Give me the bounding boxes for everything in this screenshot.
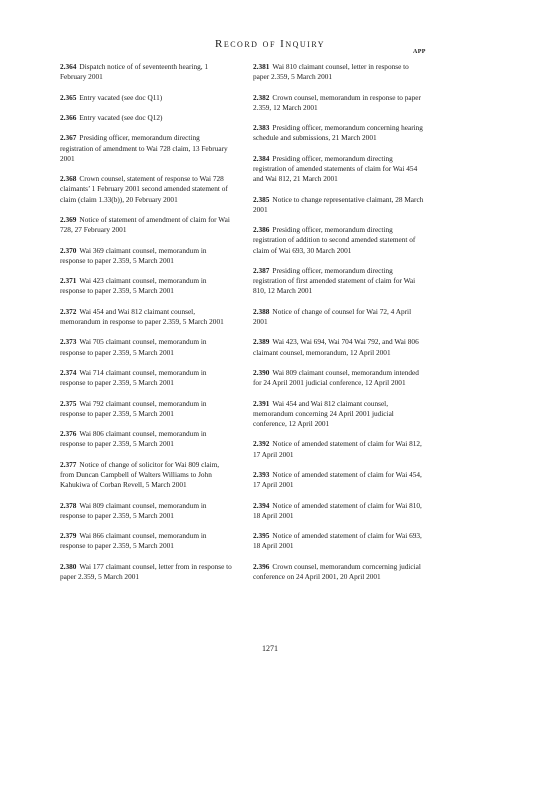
entry-number: 2.380: [60, 561, 77, 571]
record-entry: [253, 470, 425, 490]
record-entry: [253, 62, 425, 82]
entry-number: 2.394: [253, 500, 270, 510]
record-entry: [60, 215, 232, 235]
running-header: Record of Inquiry: [214, 38, 325, 50]
record-entry: [60, 501, 232, 521]
section-badge: APP: [413, 49, 426, 55]
entry-text: Wai 423, Wai 694, Wai 704 Wai 792, and Wai 806 claimant counsel, memorandum, 12 April 2001: [253, 337, 419, 357]
entry-number: 2.386: [253, 225, 270, 235]
entry-text: Crown counsel, memorandum corncerning judicial conference on 24 April 2001, 20 April 2001: [253, 561, 421, 581]
left-column: [60, 62, 232, 592]
record-entry: [253, 562, 425, 582]
entry-text: Presiding officer, memorandum concerning hearing schedule and submissions, 21 March 2001: [253, 123, 423, 143]
entry-text: Notice of amended statement of claim for Wai 454, 17 April 2001: [253, 469, 422, 490]
entry-number: 2.368: [60, 174, 77, 184]
entry-text: Crown counsel, statement of response to Wai 728 claimants’ 1 February 2001 second amended statement of claim (claim 1.33(b)), 20 February 2001: [60, 174, 228, 204]
record-entry: [60, 133, 232, 164]
record-entry: [60, 429, 232, 449]
entry-number: 2.375: [60, 398, 77, 408]
entry-text: Wai 454 and Wai 812 claimant counsel, memorandum concerning 24 April 2001 judicial conference, 12 April 2001: [253, 398, 394, 428]
entry-text: Crown counsel, memorandum in response to paper 2.359, 12 March 2001: [253, 92, 421, 112]
entry-text: Presiding officer, memorandum directing registration of first amended statement of claim for Wai 810, 12 March 2001: [253, 265, 416, 296]
entry-text: Wai 369 claimant counsel, memorandum in response to paper 2.359, 5 March 2001: [60, 245, 207, 265]
record-entry: [253, 501, 425, 521]
record-entry: [60, 337, 232, 357]
record-entry: [253, 399, 425, 430]
record-entry: [253, 368, 425, 388]
record-entry: [253, 195, 425, 215]
entry-number: 2.376: [60, 429, 77, 439]
page-number: 1271: [262, 644, 278, 653]
record-entry: [60, 113, 232, 123]
entry-text: Wai 792 claimant counsel, memorandum in response to paper 2.359, 5 March 2001: [60, 398, 207, 418]
entry-number: 2.377: [60, 459, 77, 469]
record-entry: [60, 368, 232, 388]
entry-number: 2.390: [253, 367, 270, 377]
entry-number: 2.374: [60, 367, 77, 377]
entry-number: 2.396: [253, 561, 270, 571]
entry-number: 2.367: [60, 133, 77, 143]
entry-number: 2.387: [253, 265, 270, 275]
entry-text: Wai 809 claimant counsel, memorandum intended for 24 April 2001 judicial conference, 12 April 2001: [253, 367, 419, 388]
record-entry: [60, 531, 232, 551]
entry-text: Notice of amended statement of claim for Wai 810, 18 April 2001: [253, 500, 422, 520]
record-entry: [60, 399, 232, 419]
record-entry: [60, 460, 232, 491]
entry-text: Presiding officer, memorandum directing registration of amendment to Wai 728 claim, 13 February 2001: [60, 133, 228, 163]
entry-number: 2.372: [60, 306, 77, 316]
entry-text: Wai 714 claimant counsel, memorandum in response to paper 2.359, 5 March 2001: [60, 367, 207, 388]
record-entry: [60, 62, 232, 82]
entry-text: Wai 810 claimant counsel, letter in response to paper 2.359, 5 March 2001: [253, 62, 409, 82]
record-entry: [253, 337, 425, 357]
entry-text: Notice of amended statement of claim for Wai 693, 18 April 2001: [253, 531, 422, 551]
record-entry: [60, 562, 232, 582]
entry-number: 2.389: [253, 337, 270, 347]
entry-number: 2.371: [60, 276, 77, 286]
entry-text: Notice of change of solicitor for Wai 809 claim, from Duncan Campbell of Walters Williams to John Kahukiwa of Corban Revell, 5 March 2001: [60, 459, 220, 490]
record-entry: [60, 93, 232, 103]
record-entry: [253, 439, 425, 459]
record-entry: [253, 93, 425, 113]
entry-text: Notice to change representative claimant, 28 March 2001: [253, 194, 424, 214]
entry-number: 2.391: [253, 398, 270, 408]
record-entry: [60, 276, 232, 296]
record-entry: [60, 246, 232, 266]
entry-number: 2.366: [60, 112, 77, 122]
entry-text: Wai 809 claimant counsel, memorandum in response to paper 2.359, 5 March 2001: [60, 500, 207, 520]
entry-number: 2.378: [60, 500, 77, 510]
entry-text: Wai 454 and Wai 812 claimant counsel, memorandum in response to paper 2.359, 5 March 2001: [60, 306, 224, 326]
entry-text: Entry vacated (see doc Q11): [79, 92, 163, 102]
entry-number: 2.382: [253, 92, 270, 102]
record-entry: [253, 225, 425, 256]
entry-text: Wai 177 claimant counsel, letter from in response to paper 2.359, 5 March 2001: [60, 561, 232, 581]
entry-number: 2.385: [253, 194, 270, 204]
record-entry: [60, 307, 232, 327]
entry-number: 2.393: [253, 469, 270, 479]
entry-number: 2.392: [253, 439, 270, 449]
record-entry: [253, 307, 425, 327]
entry-text: Wai 806 claimant counsel, memorandum in response to paper 2.359, 5 March 2001: [60, 429, 207, 449]
record-entry: [253, 531, 425, 551]
record-entry: [253, 123, 425, 143]
entry-number: 2.395: [253, 531, 270, 541]
right-column: [253, 62, 425, 592]
entry-text: Presiding officer, memorandum directing registration of addition to second amended statement of claim of Wai 693, 30 March 2001: [253, 225, 416, 255]
entry-text: Wai 866 claimant counsel, memorandum in response to paper 2.359, 5 March 2001: [60, 531, 207, 551]
entry-text: Wai 423 claimant counsel, memorandum in response to paper 2.359, 5 March 2001: [60, 276, 207, 296]
entry-number: 2.383: [253, 123, 270, 133]
entry-text: Wai 705 claimant counsel, memorandum in response to paper 2.359, 5 March 2001: [60, 337, 207, 357]
entry-text: Notice of statement of amendment of claim for Wai 728, 27 February 2001: [60, 214, 230, 235]
record-entry: [60, 174, 232, 205]
entry-number: 2.369: [60, 214, 77, 224]
entry-number: 2.381: [253, 62, 270, 71]
entry-number: 2.365: [60, 92, 77, 102]
entry-number: 2.370: [60, 245, 77, 255]
record-entry: [253, 154, 425, 185]
entry-text: Notice of change of counsel for Wai 72, 4 April 2001: [253, 306, 412, 326]
entry-text: Dispatch notice of of seventeenth hearing, 1 February 2001: [60, 62, 209, 82]
entry-text: Notice of amended statement of claim for Wai 812, 17 April 2001: [253, 439, 422, 459]
record-entry: [253, 266, 425, 297]
entry-text: Presiding officer, memorandum directing registration of amended statements of claim for Wai 454 and Wai 812, 21 March 2001: [253, 153, 418, 184]
entry-number: 2.379: [60, 531, 77, 541]
entry-number: 2.384: [253, 153, 270, 163]
entry-text: Entry vacated (see doc Q12): [79, 112, 163, 122]
entry-number: 2.388: [253, 306, 270, 316]
entry-number: 2.364: [60, 62, 77, 71]
entry-number: 2.373: [60, 337, 77, 347]
